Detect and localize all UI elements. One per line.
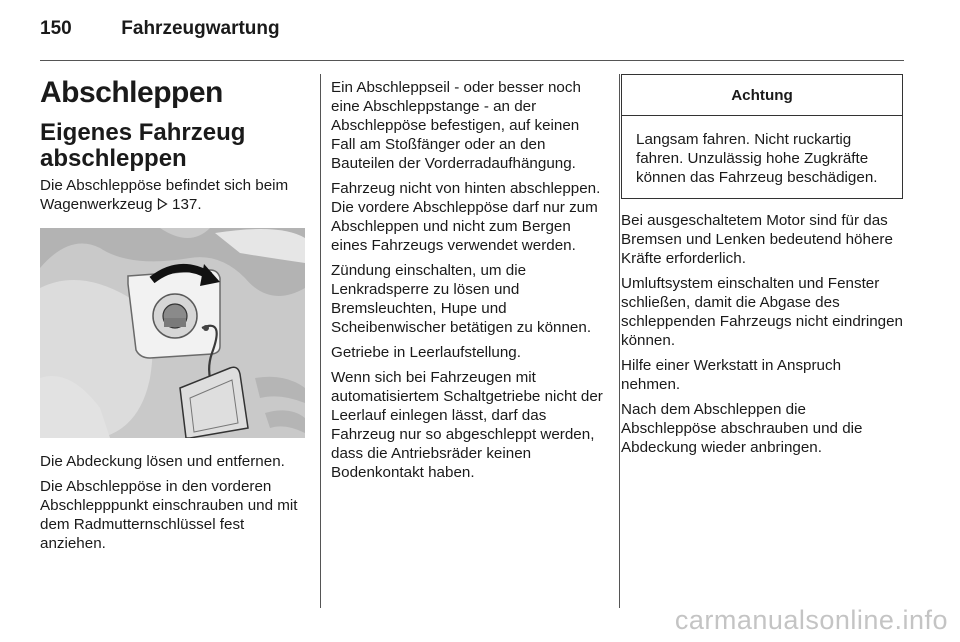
paragraph: Nach dem Abschleppen die Abschleppöse abschrauben und die Abdeckung wieder anbringen.	[621, 401, 863, 456]
paragraph: Umluftsystem einschalten und Fenster schließen, damit die Abgase des schleppenden Fahrzeugs nicht eindringen können.	[621, 275, 904, 349]
paragraph: Getriebe in Leerlaufstellung.	[331, 344, 521, 361]
page-header	[40, 18, 280, 40]
caution-title: Achtung	[622, 75, 902, 116]
paragraph: Fahrzeug nicht von hinten abschleppen. Die vordere Abschleppöse darf nur zum Abschleppen und nicht zum Bergen eines Fahrzeugs verwendet werden.	[331, 180, 601, 254]
subsection-title: Eigenes Fahrzeug abschleppen	[40, 119, 246, 172]
column-divider	[619, 74, 620, 608]
column-1	[40, 74, 305, 559]
chapter-title: Fahrzeugwartung	[121, 18, 280, 39]
column-divider	[320, 74, 321, 608]
column-3	[621, 74, 903, 463]
paragraph: Bei ausgeschaltetem Motor sind für das Bremsen und Lenken bedeutend höhere Kräfte erforderlich.	[621, 212, 893, 267]
caution-text: Langsam fahren. Nicht ruckartig fahren. Unzulässig hohe Zugkräfte können das Fahrzeug beschädigen.	[636, 131, 878, 186]
page-number: 150	[40, 18, 72, 39]
xref-page: 137.	[172, 196, 202, 213]
paragraph: Ein Abschleppseil - oder besser noch eine Abschleppstange - an der Abschleppöse befestigen, auf keinen Fall am Stoßfänger oder an den Bauteilen der Vorderradaufhängung.	[331, 79, 581, 172]
header-rule	[40, 60, 904, 61]
paragraph: Die Abdeckung lösen und entfernen.	[40, 453, 285, 470]
intro-paragraph	[40, 176, 305, 214]
tow-eye-figure	[40, 228, 305, 438]
triangle-reference-icon	[157, 196, 172, 213]
section-title: Abschleppen	[40, 76, 223, 109]
paragraph: Zündung einschalten, um die Lenkradsperre zu lösen und Bremsleuchten, Hupe und Scheibenwischer betätigen zu können.	[331, 262, 592, 336]
paragraph: Wenn sich bei Fahrzeugen mit automatisiertem Schaltgetriebe nicht der Leerlauf einlegen lässt, darf das Fahrzeug nur so abgeschleppt werden, dass die Antriebsräder keinen Bodenkontakt haben.	[331, 369, 603, 481]
intro-text: Die Abschleppöse befindet sich beim Wagenwerkzeug	[40, 177, 289, 213]
column-2	[331, 78, 606, 488]
caution-box	[621, 74, 903, 199]
paragraph: Hilfe einer Werkstatt in Anspruch nehmen.	[621, 357, 842, 393]
watermark: carmanualsonline.info	[674, 605, 948, 635]
paragraph: Die Abschleppöse in den vorderen Abschlepppunkt einschrauben und mit dem Radmutternschlüssel fest anziehen.	[40, 478, 298, 552]
